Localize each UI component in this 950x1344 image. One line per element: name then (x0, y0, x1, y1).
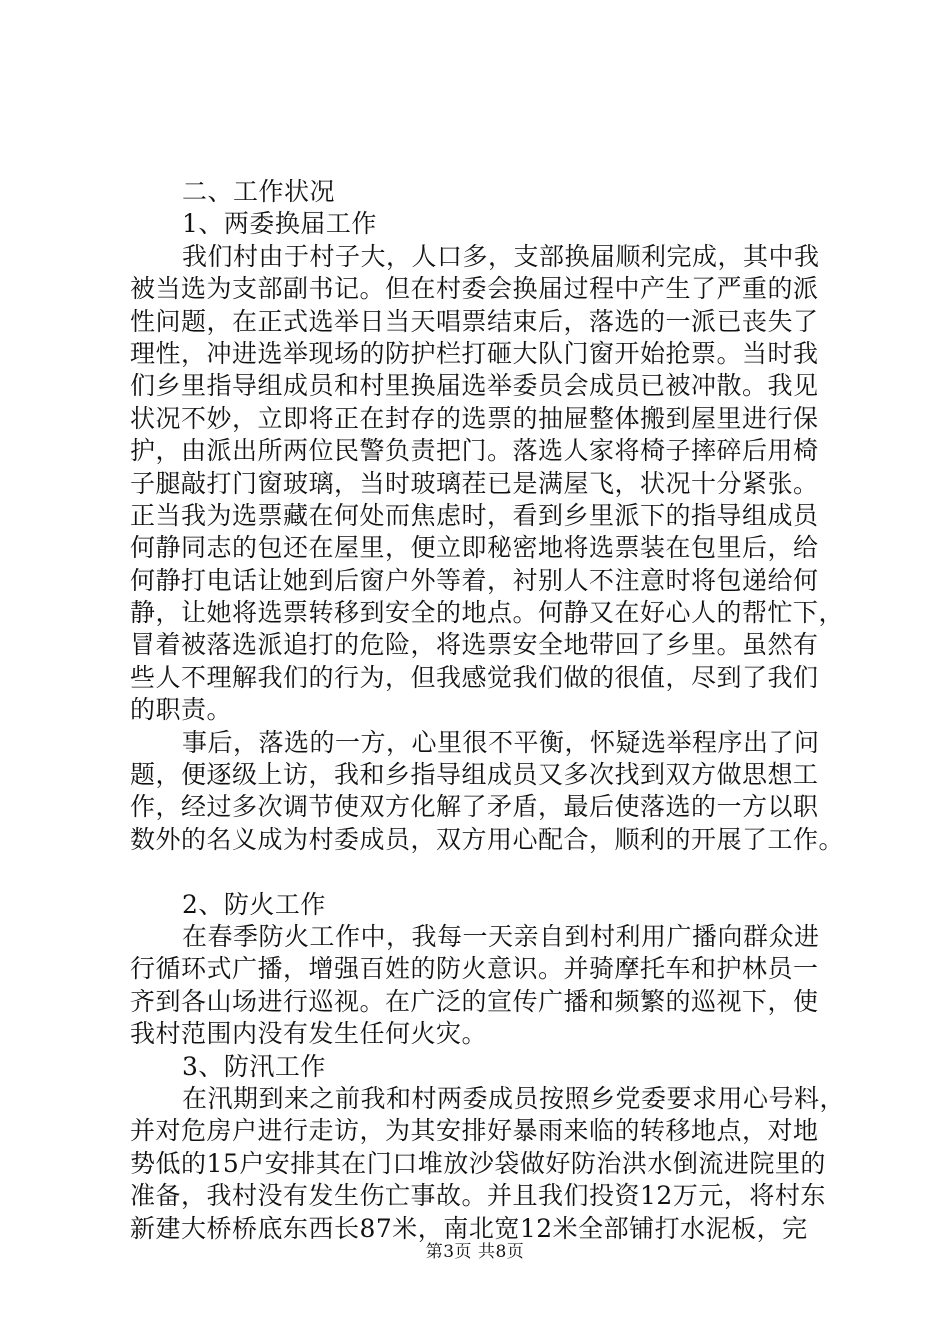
text-line: 些人不理解我们的行为，但我感觉我们做的很值，尽到了我们 (130, 662, 819, 692)
text-line: 3、防汛工作 (182, 1051, 326, 1081)
text-line: 冒着被落选派追打的危险，将选票安全地带回了乡里。虽然有 (130, 630, 819, 660)
text-line: 准备，我村没有发生伤亡事故。并且我们投资12万元，将村东 (130, 1181, 826, 1211)
text-line: 在汛期到来之前我和村两委成员按照乡党委要求用心号料， (182, 1083, 846, 1113)
text-line: 静，让她将选票转移到安全的地点。何静又在好心人的帮忙下， (130, 598, 845, 628)
text-line: 事后，落选的一方，心里很不平衡，怀疑选举程序出了问 (182, 727, 820, 757)
text-line: 性问题，在正式选举日当天唱票结束后，落选的一派已丧失了 (130, 306, 819, 336)
text-line: 护，由派出所两位民警负责把门。落选人家将椅子摔碎后用椅 (130, 436, 819, 466)
text-line: 何静打电话让她到后窗户外等着，衬别人不注意时将包递给何 (130, 565, 819, 595)
page-footer: 第3页 共8页 (425, 1242, 525, 1262)
text-line: 们乡里指导组成员和村里换届选举委员会成员已被冲散。我见 (130, 371, 819, 401)
paragraph-gap (130, 856, 850, 888)
text-line: 正当我为选票藏在何处而焦虑时，看到乡里派下的指导组成员 (130, 500, 819, 530)
text-line: 势低的15户安排其在门口堆放沙袋做好防治洪水倒流进院里的 (130, 1148, 826, 1178)
text-line: 2、防火工作 (182, 889, 326, 919)
text-line: 二、工作状况 (182, 177, 336, 206)
text-line: 并对危房户进行走访，为其安排好暴雨来临的转移地点，对地 (130, 1116, 819, 1146)
text-line: 齐到各山场进行巡视。在广泛的宣传广播和频繁的巡视下，使 (130, 986, 819, 1016)
text-line: 题，便逐级上访，我和乡指导组成员又多次找到双方做思想工 (130, 760, 819, 790)
text-line: 我们村由于村子大，人口多，支部换届顺利完成，其中我 (182, 241, 820, 271)
text-line: 行循环式广播，增强百姓的防火意识。并骑摩托车和护林员一 (130, 954, 819, 984)
text-line: 何静同志的包还在屋里，便立即秘密地将选票装在包里后，给 (130, 533, 819, 563)
text-line: 作，经过多次调节使双方化解了矛盾，最后使落选的一方以职 (130, 792, 819, 822)
text-line: 状况不妙，立即将正在封存的选票的抽屉整体搬到屋里进行保 (130, 403, 819, 433)
text-line: 1、两委换届工作 (182, 209, 377, 239)
text-line: 我村范围内没有发生任何火灾。 (130, 1019, 488, 1049)
text-line: 子腿敲打门窗玻璃，当时玻璃茬已是满屋飞，状况十分紧张。 (130, 468, 819, 498)
document-body (130, 176, 850, 1245)
text-line: 在春季防火工作中，我每一天亲自到村利用广播向群众进 (182, 921, 820, 951)
text-line: 理性，冲进选举现场的防护栏打砸大队门窗开始抢票。当时我 (130, 338, 819, 368)
text-line: 的职责。 (130, 695, 233, 725)
text-line: 数外的名义成为村委成员，双方用心配合，顺利的开展了工作。 (130, 824, 845, 854)
text-line: 被当选为支部副书记。但在村委会换届过程中产生了严重的派 (130, 274, 819, 304)
text-line: 新建大桥桥底东西长87米，南北宽12米全部铺打水泥板，完 (130, 1213, 808, 1243)
